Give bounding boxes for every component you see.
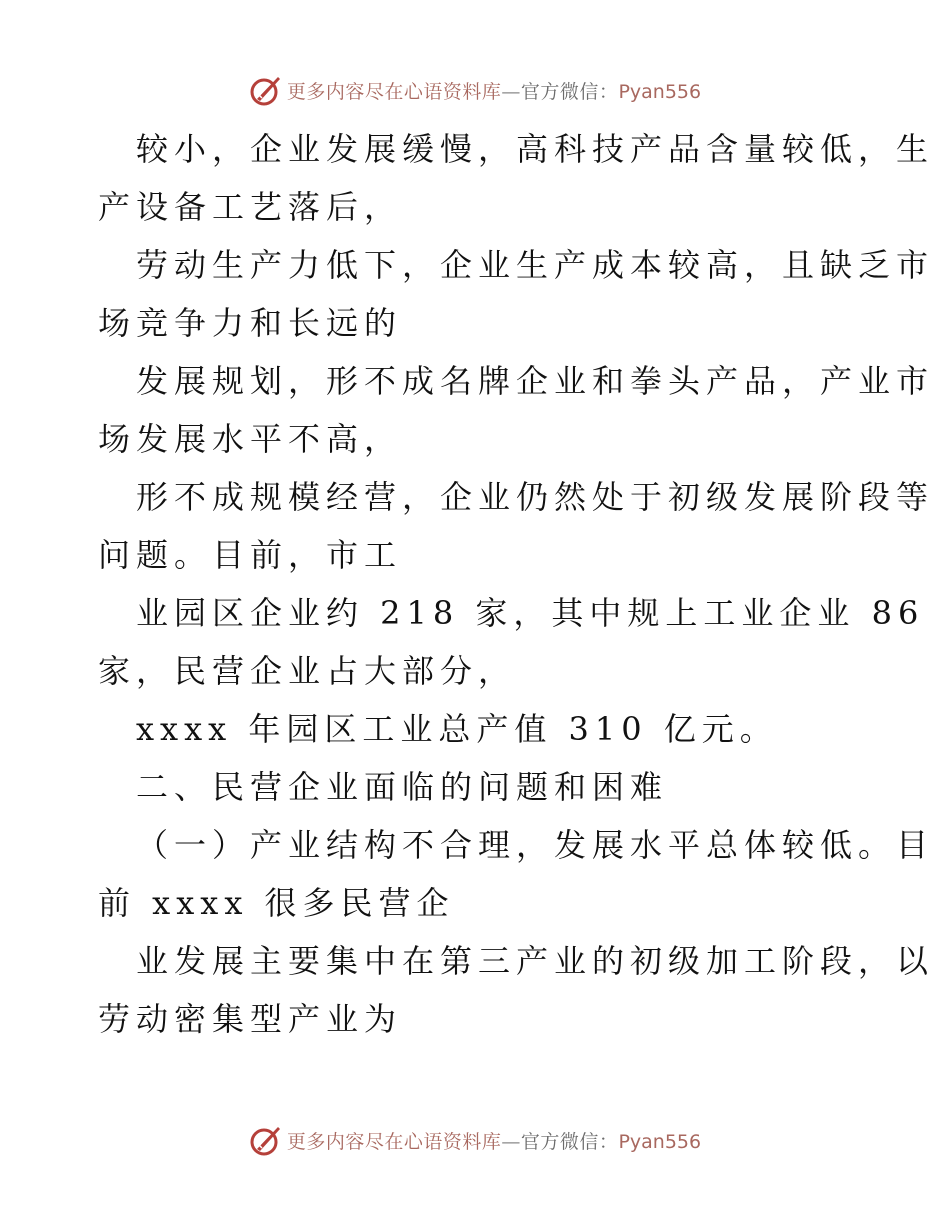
text-line: 家，民营企业占大部分， bbox=[98, 652, 517, 690]
watermark-library: 更多内容尽在心语资料库 bbox=[286, 1130, 502, 1153]
text-line: 较小，企业发展缓慢，高科技产品含量较低，生 bbox=[136, 130, 935, 168]
quill-logo-icon bbox=[249, 73, 283, 107]
footer-watermark bbox=[0, 1120, 950, 1160]
watermark-text bbox=[287, 77, 701, 104]
quill-logo-icon bbox=[249, 1123, 283, 1157]
header-watermark bbox=[0, 70, 950, 110]
section-heading: 二、民营企业面临的问题和困难 bbox=[136, 768, 669, 806]
watermark-official-label: 官方微信： bbox=[520, 80, 619, 103]
watermark-wechat-id: Pyan556 bbox=[618, 80, 702, 103]
watermark-wechat-id: Pyan556 bbox=[618, 1130, 702, 1153]
text-line: 场竞争力和长远的 bbox=[98, 304, 403, 342]
text-line: 前 xxxx 很多民营企 bbox=[98, 884, 455, 922]
text-line: 产设备工艺落后， bbox=[98, 188, 403, 226]
watermark-dash: — bbox=[501, 1130, 521, 1153]
watermark-dash: — bbox=[501, 80, 521, 103]
text-line: 劳动生产力低下，企业生产成本较高，且缺乏市 bbox=[136, 246, 935, 284]
text-line: 业园区企业约 218 家，其中规上工业企业 86 bbox=[136, 594, 925, 632]
text-line: 场发展水平不高， bbox=[98, 420, 403, 458]
text-line: 形不成规模经营，企业仍然处于初级发展阶段等 bbox=[136, 478, 935, 516]
watermark-library: 更多内容尽在心语资料库 bbox=[286, 80, 502, 103]
text-line: 业发展主要集中在第三产业的初级加工阶段，以 bbox=[136, 942, 935, 980]
document-body bbox=[98, 120, 935, 1048]
watermark-official-label: 官方微信： bbox=[520, 1130, 619, 1153]
text-line: 问题。目前，市工 bbox=[98, 536, 403, 574]
text-line: xxxx 年园区工业总产值 310 亿元。 bbox=[136, 710, 778, 748]
text-line: 劳动密集型产业为 bbox=[98, 1000, 403, 1038]
subsection-heading: （一）产业结构不合理，发展水平总体较低。目 bbox=[136, 826, 935, 864]
text-line: 发展规划，形不成名牌企业和拳头产品，产业市 bbox=[136, 362, 935, 400]
watermark-text bbox=[287, 1127, 701, 1154]
